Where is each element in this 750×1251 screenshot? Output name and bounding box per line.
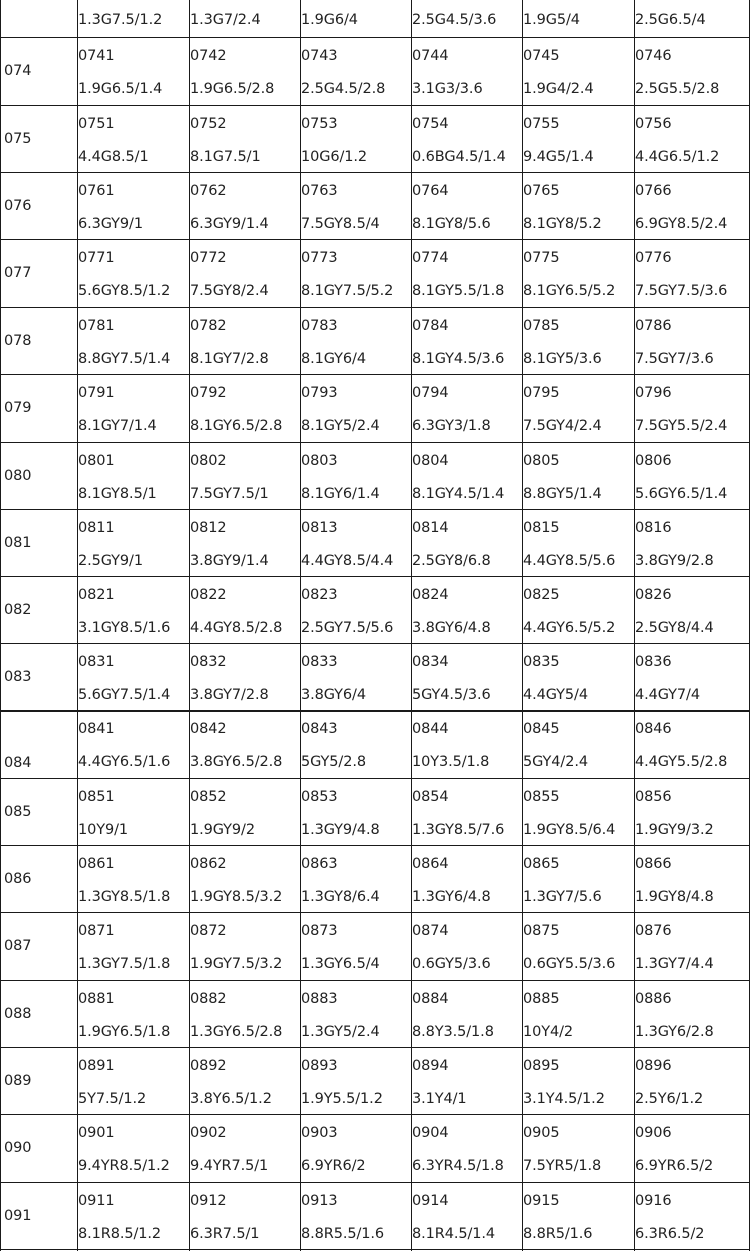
cell-value: 1.3GY6.5/4 (301, 956, 380, 972)
cell-code: 0852 (190, 789, 227, 805)
cell-code: 0821 (78, 587, 115, 603)
cell-value: 5GY5/2.8 (301, 754, 366, 770)
row-divider (0, 239, 750, 240)
cell-code: 0854 (412, 789, 449, 805)
cell-value: 10Y3.5/1.8 (412, 754, 490, 770)
cell-value: 1.3GY7.5/1.8 (78, 956, 171, 972)
cell-value: 5.6GY6.5/1.4 (635, 486, 728, 502)
cell-value: 0.6GY5/3.6 (412, 956, 491, 972)
cell-code: 0823 (301, 587, 338, 603)
cell-code: 0786 (635, 318, 672, 334)
cell-code: 0776 (635, 250, 672, 266)
cell-value: 1.9G6.5/2.8 (190, 81, 275, 97)
row-label: 082 (4, 602, 32, 618)
cell-code: 0914 (412, 1193, 449, 1209)
row-label: 078 (4, 333, 32, 349)
cell-code: 0801 (78, 453, 115, 469)
cell-value: 5GY4/2.4 (523, 754, 588, 770)
cell-value: 6.3GY3/1.8 (412, 418, 491, 434)
cell-code: 0774 (412, 250, 449, 266)
cell-value: 4.4GY8.5/5.6 (523, 553, 616, 569)
cell-value: 7.5GY5.5/2.4 (635, 418, 728, 434)
cell-code: 0865 (523, 856, 560, 872)
cell-code: 0884 (412, 991, 449, 1007)
cell-code: 0893 (301, 1058, 338, 1074)
row-label: 079 (4, 400, 32, 416)
cell-code: 0804 (412, 453, 449, 469)
cell-code: 0791 (78, 385, 115, 401)
cell-code: 0851 (78, 789, 115, 805)
cell-value: 8.1GY7.5/5.2 (301, 283, 394, 299)
cell-value: 5.6GY7.5/1.4 (78, 687, 171, 703)
row-label: 075 (4, 131, 32, 147)
cell-code: 0835 (523, 654, 560, 670)
cell-code: 0824 (412, 587, 449, 603)
row-label: 088 (4, 1006, 32, 1022)
table-row (0, 1047, 750, 1114)
cell-value: 1.9GY8.5/3.2 (190, 889, 283, 905)
row-label: 077 (4, 265, 32, 281)
cell-value: 6.9YR6.5/2 (635, 1158, 714, 1174)
row-divider (0, 1182, 750, 1183)
row-divider (0, 1047, 750, 1048)
table-row (0, 710, 750, 778)
cell-code: 0822 (190, 587, 227, 603)
cell-code: 0892 (190, 1058, 227, 1074)
cell-code: 0745 (523, 48, 560, 64)
cell-value: 6.3R7.5/1 (190, 1226, 260, 1242)
cell-value: 8.1R4.5/1.4 (412, 1226, 496, 1242)
cell-value: 3.8Y6.5/1.2 (190, 1091, 272, 1107)
table-row (0, 239, 750, 307)
cell-value: 9.4YR7.5/1 (190, 1158, 269, 1174)
cell-value: 5Y7.5/1.2 (78, 1091, 147, 1107)
cell-code: 0812 (190, 520, 227, 536)
row-label: 085 (4, 804, 32, 820)
cell-code: 0874 (412, 923, 449, 939)
cell-value: 6.3GY9/1.4 (190, 216, 269, 232)
cell-code: 0862 (190, 856, 227, 872)
cell-code: 0795 (523, 385, 560, 401)
cell-code: 0792 (190, 385, 227, 401)
table-row (0, 307, 750, 374)
cell-code: 0895 (523, 1058, 560, 1074)
cell-code: 0915 (523, 1193, 560, 1209)
cell-code: 0882 (190, 991, 227, 1007)
cell-value: 1.3GY5/2.4 (301, 1024, 380, 1040)
cell-value: 0.6GY5.5/3.6 (523, 956, 616, 972)
cell-code: 0905 (523, 1125, 560, 1141)
cell-code: 0832 (190, 654, 227, 670)
row-label: 091 (4, 1208, 32, 1224)
cell-value: 3.8GY6.5/2.8 (190, 754, 283, 770)
cell-value: 1.3G7.5/1.2 (78, 12, 163, 28)
cell-value: 4.4GY8.5/4.4 (301, 553, 394, 569)
row-divider (0, 845, 750, 846)
cell-code: 0891 (78, 1058, 115, 1074)
cell-code: 0883 (301, 991, 338, 1007)
cell-code: 0911 (78, 1193, 115, 1209)
row-label: 074 (4, 63, 32, 79)
cell-value: 1.3GY8.5/1.8 (78, 889, 171, 905)
cell-value: 3.8GY6/4 (301, 687, 366, 703)
cell-code: 0762 (190, 183, 227, 199)
cell-code: 0841 (78, 721, 115, 737)
cell-value: 8.8R5.5/1.6 (301, 1226, 385, 1242)
cell-value: 2.5G4.5/3.6 (412, 12, 497, 28)
row-divider (0, 710, 750, 712)
cell-code: 0894 (412, 1058, 449, 1074)
row-label: 089 (4, 1073, 32, 1089)
cell-value: 1.3GY9/4.8 (301, 822, 380, 838)
table-row (0, 1114, 750, 1182)
cell-value: 8.1GY8/5.2 (523, 216, 602, 232)
cell-code: 0816 (635, 520, 672, 536)
row-divider (0, 172, 750, 173)
cell-value: 7.5GY8/2.4 (190, 283, 269, 299)
cell-value: 4.4GY6.5/1.6 (78, 754, 171, 770)
table-row (0, 509, 750, 576)
cell-code: 0906 (635, 1125, 672, 1141)
cell-value: 3.1Y4.5/1.2 (523, 1091, 605, 1107)
row-label: 087 (4, 938, 32, 954)
cell-code: 0871 (78, 923, 115, 939)
cell-code: 0896 (635, 1058, 672, 1074)
cell-code: 0754 (412, 116, 449, 132)
cell-value: 3.1GY8.5/1.6 (78, 620, 171, 636)
cell-value: 10Y4/2 (523, 1024, 574, 1040)
cell-code: 0836 (635, 654, 672, 670)
cell-value: 2.5GY8/6.8 (412, 553, 491, 569)
cell-code: 0781 (78, 318, 115, 334)
row-label: 084 (4, 755, 32, 771)
cell-code: 0861 (78, 856, 115, 872)
cell-value: 2.5G4.5/2.8 (301, 81, 386, 97)
cell-value: 3.8GY7/2.8 (190, 687, 269, 703)
row-divider (0, 37, 750, 38)
cell-code: 0826 (635, 587, 672, 603)
cell-value: 1.3GY6/2.8 (635, 1024, 714, 1040)
table-bottom-border (0, 1249, 750, 1250)
cell-value: 9.4G5/1.4 (523, 149, 594, 165)
table-row (0, 980, 750, 1047)
cell-value: 1.9GY7.5/3.2 (190, 956, 283, 972)
table-row (0, 374, 750, 442)
cell-code: 0863 (301, 856, 338, 872)
cell-code: 0916 (635, 1193, 672, 1209)
cell-code: 0811 (78, 520, 115, 536)
cell-code: 0741 (78, 48, 115, 64)
cell-value: 8.8GY7.5/1.4 (78, 351, 171, 367)
cell-value: 8.8GY5/1.4 (523, 486, 602, 502)
row-divider (0, 912, 750, 913)
cell-value: 1.9GY8/4.8 (635, 889, 714, 905)
cell-code: 0763 (301, 183, 338, 199)
cell-value: 2.5GY7.5/5.6 (301, 620, 394, 636)
cell-value: 1.3GY7/4.4 (635, 956, 714, 972)
cell-code: 0842 (190, 721, 227, 737)
cell-code: 0834 (412, 654, 449, 670)
row-label: 080 (4, 468, 32, 484)
cell-code: 0873 (301, 923, 338, 939)
cell-code: 0742 (190, 48, 227, 64)
cell-code: 0784 (412, 318, 449, 334)
cell-value: 1.3G7/2.4 (190, 12, 261, 28)
cell-value: 2.5GY8/4.4 (635, 620, 714, 636)
cell-code: 0753 (301, 116, 338, 132)
row-label: 083 (4, 669, 32, 685)
cell-value: 3.8GY6/4.8 (412, 620, 491, 636)
cell-code: 0901 (78, 1125, 115, 1141)
row-divider (0, 576, 750, 577)
table-row (0, 845, 750, 912)
cell-value: 8.1GY4.5/3.6 (412, 351, 505, 367)
cell-value: 8.1GY5/3.6 (523, 351, 602, 367)
row-label: 090 (4, 1140, 32, 1156)
cell-code: 0815 (523, 520, 560, 536)
cell-value: 7.5GY7/3.6 (635, 351, 714, 367)
cell-code: 0764 (412, 183, 449, 199)
row-divider (0, 442, 750, 443)
cell-code: 0853 (301, 789, 338, 805)
table-row (0, 643, 750, 710)
cell-value: 8.1GY6/1.4 (301, 486, 380, 502)
cell-code: 0755 (523, 116, 560, 132)
cell-code: 0902 (190, 1125, 227, 1141)
cell-value: 1.3GY6/4.8 (412, 889, 491, 905)
cell-code: 0813 (301, 520, 338, 536)
cell-value: 1.9GY9/3.2 (635, 822, 714, 838)
cell-code: 0814 (412, 520, 449, 536)
cell-value: 8.1R8.5/1.2 (78, 1226, 162, 1242)
cell-value: 1.3GY8.5/7.6 (412, 822, 505, 838)
cell-code: 0802 (190, 453, 227, 469)
cell-value: 8.1GY6.5/2.8 (190, 418, 283, 434)
cell-value: 1.3GY6.5/2.8 (190, 1024, 283, 1040)
cell-value: 1.9G5/4 (523, 12, 580, 28)
cell-code: 0775 (523, 250, 560, 266)
cell-code: 0746 (635, 48, 672, 64)
cell-value: 4.4GY7/4 (635, 687, 700, 703)
cell-value: 3.8GY9/2.8 (635, 553, 714, 569)
cell-code: 0913 (301, 1193, 338, 1209)
cell-value: 4.4GY8.5/2.8 (190, 620, 283, 636)
cell-value: 8.8Y3.5/1.8 (412, 1024, 494, 1040)
table-row (0, 172, 750, 239)
cell-code: 0771 (78, 250, 115, 266)
cell-value: 4.4GY5.5/2.8 (635, 754, 728, 770)
cell-code: 0803 (301, 453, 338, 469)
cell-value: 1.9GY6.5/1.8 (78, 1024, 171, 1040)
cell-value: 6.3R6.5/2 (635, 1226, 705, 1242)
cell-value: 9.4YR8.5/1.2 (78, 1158, 170, 1174)
cell-code: 0782 (190, 318, 227, 334)
cell-code: 0833 (301, 654, 338, 670)
cell-code: 0846 (635, 721, 672, 737)
cell-value: 4.4G6.5/1.2 (635, 149, 720, 165)
cell-value: 6.3GY9/1 (78, 216, 143, 232)
cell-code: 0743 (301, 48, 338, 64)
row-divider (0, 778, 750, 779)
table-row-partial (0, 0, 750, 37)
table-row (0, 442, 750, 509)
cell-value: 8.1GY6.5/5.2 (523, 283, 616, 299)
table-row (0, 37, 750, 105)
row-label: 076 (4, 198, 32, 214)
cell-value: 1.9GY8.5/6.4 (523, 822, 616, 838)
cell-code: 0765 (523, 183, 560, 199)
cell-code: 0744 (412, 48, 449, 64)
row-divider (0, 1249, 750, 1250)
cell-code: 0766 (635, 183, 672, 199)
cell-code: 0793 (301, 385, 338, 401)
cell-value: 8.1GY8/5.6 (412, 216, 491, 232)
cell-value: 10Y9/1 (78, 822, 129, 838)
cell-value: 8.1GY8.5/1 (78, 486, 157, 502)
row-divider (0, 643, 750, 644)
table-row (0, 912, 750, 980)
table-row (0, 778, 750, 845)
cell-code: 0845 (523, 721, 560, 737)
cell-value: 7.5GY4/2.4 (523, 418, 602, 434)
cell-code: 0885 (523, 991, 560, 1007)
cell-value: 1.3GY8/6.4 (301, 889, 380, 905)
cell-code: 0904 (412, 1125, 449, 1141)
cell-value: 6.9YR6/2 (301, 1158, 366, 1174)
cell-code: 0825 (523, 587, 560, 603)
cell-code: 0805 (523, 453, 560, 469)
cell-code: 0855 (523, 789, 560, 805)
cell-code: 0843 (301, 721, 338, 737)
table-row (0, 105, 750, 172)
cell-value: 8.1GY5/2.4 (301, 418, 380, 434)
cell-code: 0751 (78, 116, 115, 132)
table-row (0, 576, 750, 643)
cell-value: 4.4GY6.5/5.2 (523, 620, 616, 636)
cell-code: 0912 (190, 1193, 227, 1209)
row-divider (0, 980, 750, 981)
cell-code: 0844 (412, 721, 449, 737)
cell-value: 2.5G5.5/2.8 (635, 81, 720, 97)
cell-value: 2.5Y6/1.2 (635, 1091, 704, 1107)
row-label: 081 (4, 535, 32, 551)
cell-code: 0864 (412, 856, 449, 872)
cell-code: 0806 (635, 453, 672, 469)
cell-value: 8.1G7.5/1 (190, 149, 261, 165)
table-row (0, 1182, 750, 1250)
cell-code: 0875 (523, 923, 560, 939)
cell-value: 10G6/1.2 (301, 149, 368, 165)
cell-value: 7.5YR5/1.8 (523, 1158, 602, 1174)
cell-value: 1.9G6.5/1.4 (78, 81, 163, 97)
cell-code: 0886 (635, 991, 672, 1007)
row-divider (0, 307, 750, 308)
row-divider (0, 1114, 750, 1115)
cell-code: 0783 (301, 318, 338, 334)
cell-value: 8.1GY7/2.8 (190, 351, 269, 367)
cell-value: 1.9G6/4 (301, 12, 358, 28)
cell-code: 0856 (635, 789, 672, 805)
cell-value: 5.6GY8.5/1.2 (78, 283, 171, 299)
cell-code: 0881 (78, 991, 115, 1007)
cell-code: 0876 (635, 923, 672, 939)
cell-value: 7.5GY7.5/3.6 (635, 283, 728, 299)
row-divider (0, 105, 750, 106)
cell-value: 2.5G6.5/4 (635, 12, 706, 28)
cell-value: 4.4GY5/4 (523, 687, 588, 703)
cell-value: 3.1Y4/1 (412, 1091, 467, 1107)
cell-value: 6.3YR4.5/1.8 (412, 1158, 504, 1174)
cell-value: 8.8R5/1.6 (523, 1226, 593, 1242)
cell-code: 0752 (190, 116, 227, 132)
cell-code: 0796 (635, 385, 672, 401)
cell-value: 8.1GY6/4 (301, 351, 366, 367)
cell-value: 7.5GY7.5/1 (190, 486, 269, 502)
cell-code: 0772 (190, 250, 227, 266)
cell-code: 0866 (635, 856, 672, 872)
cell-value: 3.1G3/3.6 (412, 81, 483, 97)
row-divider (0, 374, 750, 375)
cell-value: 7.5GY8.5/4 (301, 216, 380, 232)
row-label: 086 (4, 871, 32, 887)
cell-value: 3.8GY9/1.4 (190, 553, 269, 569)
cell-value: 8.1GY4.5/1.4 (412, 486, 505, 502)
cell-code: 0903 (301, 1125, 338, 1141)
cell-value: 1.9Y5.5/1.2 (301, 1091, 383, 1107)
cell-value: 4.4G8.5/1 (78, 149, 149, 165)
cell-value: 1.9GY9/2 (190, 822, 255, 838)
cell-value: 6.9GY8.5/2.4 (635, 216, 728, 232)
cell-code: 0872 (190, 923, 227, 939)
cell-code: 0831 (78, 654, 115, 670)
cell-code: 0785 (523, 318, 560, 334)
row-divider (0, 509, 750, 510)
cell-code: 0761 (78, 183, 115, 199)
cell-code: 0756 (635, 116, 672, 132)
cell-value: 8.1GY7/1.4 (78, 418, 157, 434)
cell-value: 0.6BG4.5/1.4 (412, 149, 506, 165)
cell-value: 8.1GY5.5/1.8 (412, 283, 505, 299)
cell-value: 2.5GY9/1 (78, 553, 143, 569)
cell-value: 1.3GY7/5.6 (523, 889, 602, 905)
cell-code: 0794 (412, 385, 449, 401)
cell-code: 0773 (301, 250, 338, 266)
cell-value: 1.9G4/2.4 (523, 81, 594, 97)
cell-value: 5GY4.5/3.6 (412, 687, 491, 703)
